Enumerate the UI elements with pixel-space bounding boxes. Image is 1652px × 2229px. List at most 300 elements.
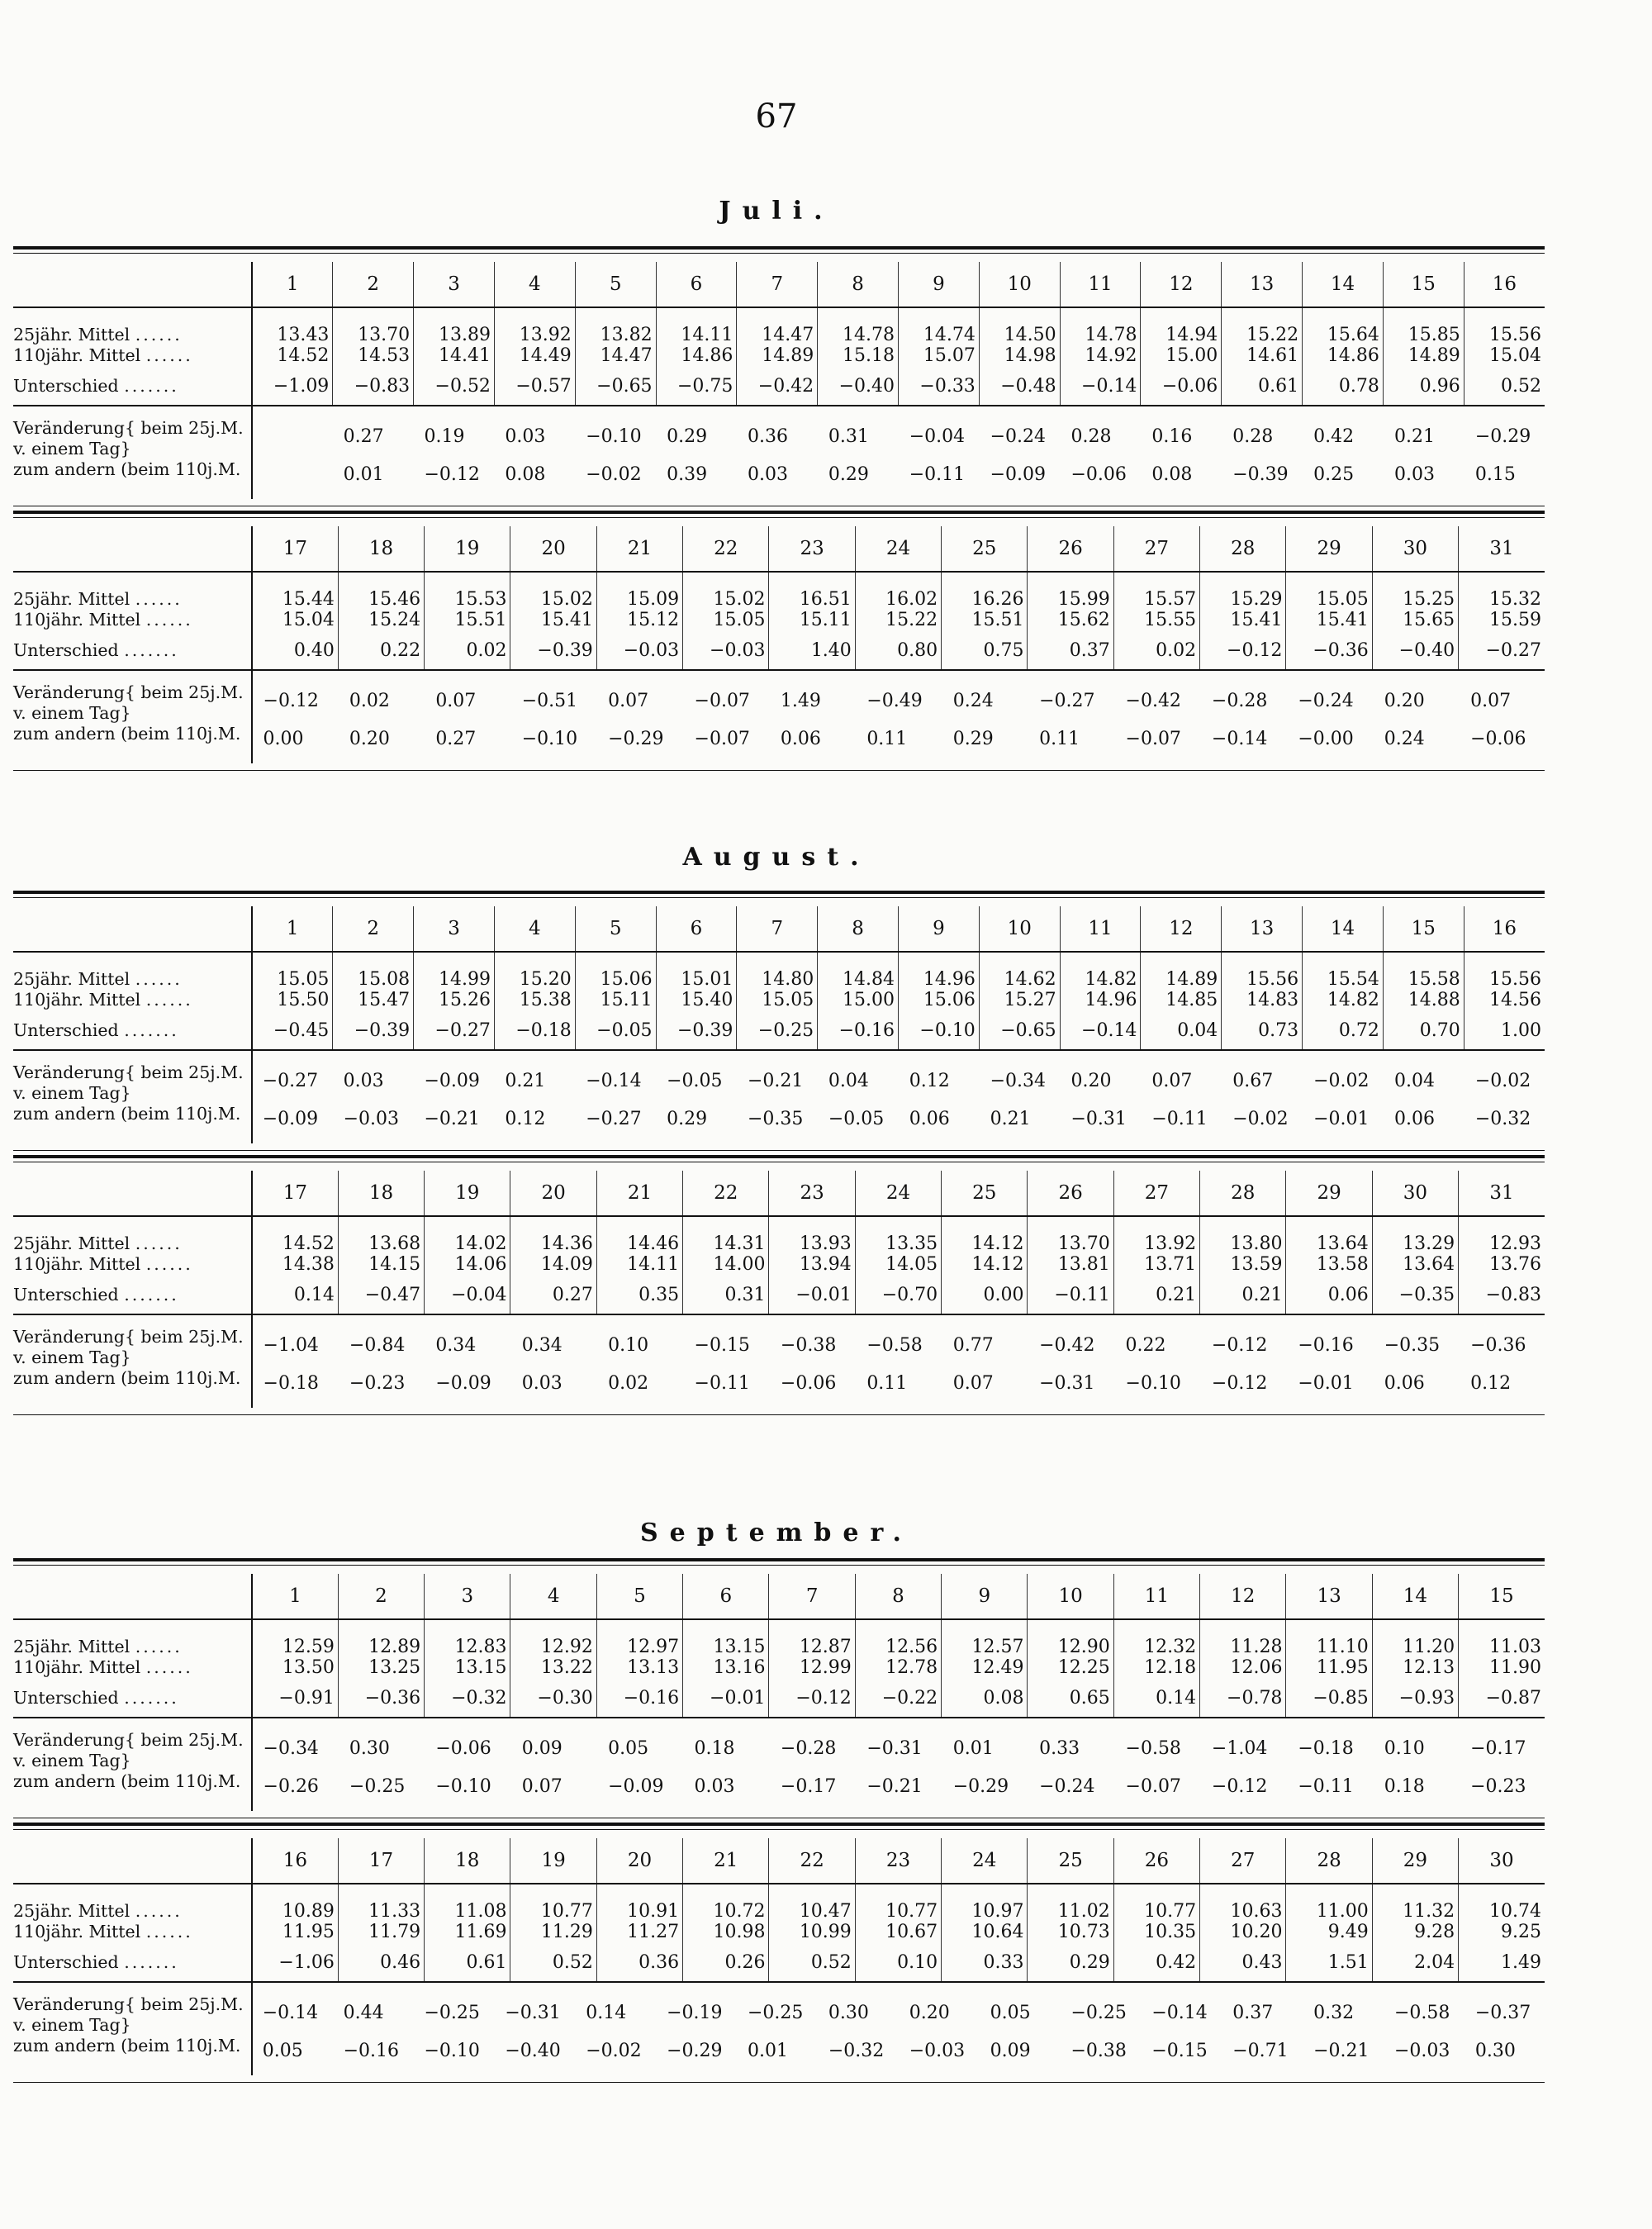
label-change-110: zum andern (beim 110j.M. xyxy=(13,1368,241,1388)
mean-110-value: 11.69 xyxy=(454,1922,507,1942)
day-number: 30 xyxy=(1372,1171,1458,1216)
change-value: −0.15 xyxy=(694,1335,750,1356)
day-number: 27 xyxy=(1113,1171,1199,1216)
mean-25-value: 14.78 xyxy=(1085,325,1137,345)
mean-110-value: 15.26 xyxy=(438,990,491,1010)
mean-25-value: 14.84 xyxy=(843,969,895,990)
mean-25-value: 14.36 xyxy=(540,1233,593,1254)
day-number: 20 xyxy=(510,1171,596,1216)
mean-25-value: 15.64 xyxy=(1327,325,1379,345)
change-value: −0.31 xyxy=(505,2003,561,2023)
mean-25-value: 11.03 xyxy=(1489,1637,1541,1657)
mean-110-value: 13.81 xyxy=(1057,1254,1110,1275)
value-cell xyxy=(1141,307,1222,406)
day-number: 25 xyxy=(1028,1838,1113,1884)
leader-dots: ....... xyxy=(124,1952,179,1972)
difference-value: 0.08 xyxy=(983,1688,1024,1709)
change-value: −0.25 xyxy=(349,1776,406,1797)
change-value: 0.20 xyxy=(1070,1071,1112,1091)
day-number: 26 xyxy=(1028,1171,1113,1216)
change-row xyxy=(13,1314,1545,1408)
difference-value: −0.33 xyxy=(919,376,976,397)
value-cell xyxy=(979,307,1060,406)
value-cell xyxy=(596,1216,682,1314)
day-number: 12 xyxy=(1200,1574,1286,1619)
value-cell xyxy=(942,1884,1028,1982)
difference-value: −1.09 xyxy=(273,376,330,397)
mean-110-value: 15.27 xyxy=(1004,990,1056,1010)
value-cell xyxy=(596,572,682,670)
change-110-row xyxy=(253,1100,1541,1138)
mean-110-value: 15.00 xyxy=(843,990,895,1010)
mean-25-value: 14.46 xyxy=(627,1233,680,1254)
page-number: 67 xyxy=(755,97,798,135)
mean-110-value: 12.49 xyxy=(971,1657,1024,1678)
difference-value: 0.29 xyxy=(1069,1952,1110,1973)
change-value: −0.03 xyxy=(1393,2041,1450,2061)
mean-110-value: 13.64 xyxy=(1403,1254,1455,1275)
change-value: −0.07 xyxy=(1125,729,1181,749)
mean-25-value: 14.74 xyxy=(923,325,976,345)
day-number: 3 xyxy=(425,1574,510,1619)
day-number: 21 xyxy=(596,526,682,572)
mean-110-value: 13.71 xyxy=(1144,1254,1197,1275)
data-table xyxy=(13,262,1545,499)
mean-110-value: 14.89 xyxy=(1408,345,1460,366)
label-change-day: v. einem Tag} xyxy=(13,1751,131,1770)
mean-25-value: 14.78 xyxy=(843,325,895,345)
change-row xyxy=(13,406,1545,499)
change-value: 0.07 xyxy=(1151,1071,1193,1091)
change-value: −0.09 xyxy=(424,1071,480,1091)
value-cell xyxy=(683,1216,769,1314)
change-value: −0.11 xyxy=(1298,1776,1354,1797)
mean-25-value: 11.02 xyxy=(1057,1901,1110,1922)
difference-value: −0.25 xyxy=(757,1020,814,1041)
day-number: 18 xyxy=(425,1838,510,1884)
mean-25-value: 10.77 xyxy=(885,1901,938,1922)
mean-110-value: 13.50 xyxy=(282,1657,335,1678)
mean-110-value: 15.41 xyxy=(540,610,593,630)
day-number: 23 xyxy=(769,1171,855,1216)
day-number: 25 xyxy=(942,526,1028,572)
label-header-cell xyxy=(13,262,252,307)
change-value: −0.84 xyxy=(349,1335,406,1356)
mean-25-value: 16.51 xyxy=(799,589,852,610)
change-value: −0.06 xyxy=(1470,729,1526,749)
mean-25-value: 12.87 xyxy=(799,1637,852,1657)
change-value: 0.29 xyxy=(667,426,708,447)
header-row xyxy=(13,262,1545,307)
day-number: 5 xyxy=(596,1574,682,1619)
difference-value: 0.80 xyxy=(897,640,938,661)
double-rule xyxy=(13,246,1545,254)
change-value: 0.05 xyxy=(990,2003,1031,2023)
change-value: −0.29 xyxy=(1474,426,1531,447)
label-change-25: Veränderung{ beim 25j.M. xyxy=(13,1327,244,1347)
change-value: 0.11 xyxy=(866,729,908,749)
label-mean-25: 25jähr. Mittel ...... xyxy=(13,969,183,989)
mean-110-value: 14.11 xyxy=(627,1254,680,1275)
change-value: −0.71 xyxy=(1232,2041,1289,2061)
label-header-cell xyxy=(13,1171,252,1216)
change-value: 0.01 xyxy=(343,464,384,485)
leader-dots: ...... xyxy=(145,1254,193,1274)
change-value: 0.22 xyxy=(1125,1335,1166,1356)
mean-25-value: 15.46 xyxy=(368,589,421,610)
difference-value: 0.26 xyxy=(724,1952,766,1973)
mean-110-value: 10.35 xyxy=(1144,1922,1197,1942)
change-value: −0.21 xyxy=(747,1071,804,1091)
change-labels xyxy=(13,1314,252,1408)
values-row xyxy=(13,1884,1545,1982)
leader-dots: ....... xyxy=(124,376,179,396)
value-cell xyxy=(252,307,333,406)
day-number: 29 xyxy=(1286,1171,1372,1216)
label-mean-25: 25jähr. Mittel ...... xyxy=(13,589,183,609)
mean-25-value: 14.94 xyxy=(1165,325,1218,345)
mean-25-value: 13.68 xyxy=(368,1233,421,1254)
double-rule xyxy=(13,1823,1545,1830)
difference-value: −0.22 xyxy=(881,1688,938,1709)
label-change-25: Veränderung{ beim 25j.M. xyxy=(13,682,244,702)
day-number: 22 xyxy=(769,1838,855,1884)
day-number: 15 xyxy=(1383,262,1464,307)
value-cell xyxy=(1028,572,1113,670)
leader-dots: ...... xyxy=(145,1657,193,1677)
change-value: 0.29 xyxy=(667,1109,708,1129)
change-value: −0.27 xyxy=(586,1109,642,1129)
mean-110-value: 15.41 xyxy=(1230,610,1283,630)
difference-value: 0.42 xyxy=(1156,1952,1197,1973)
mean-110-value: 14.61 xyxy=(1246,345,1299,366)
mean-110-value: 12.13 xyxy=(1403,1657,1455,1678)
change-value: 0.00 xyxy=(263,729,304,749)
day-number: 6 xyxy=(656,262,737,307)
value-cell xyxy=(1286,1884,1372,1982)
change-values xyxy=(252,1314,1545,1408)
change-value: 0.07 xyxy=(952,1373,994,1394)
value-cell xyxy=(1303,307,1384,406)
change-value: −0.31 xyxy=(866,1738,923,1759)
day-number: 30 xyxy=(1459,1838,1545,1884)
values-row xyxy=(13,952,1545,1050)
value-cell xyxy=(769,1884,855,1982)
mean-25-value: 16.26 xyxy=(971,589,1024,610)
value-cell xyxy=(1200,572,1286,670)
value-cell xyxy=(1372,572,1458,670)
label-mean-25: 25jähr. Mittel ...... xyxy=(13,1637,183,1656)
difference-value: −0.30 xyxy=(537,1688,593,1709)
change-value: −0.34 xyxy=(990,1071,1047,1091)
mean-110-value: 13.94 xyxy=(799,1254,852,1275)
change-value: −0.02 xyxy=(1313,1071,1370,1091)
value-cell xyxy=(596,1619,682,1718)
value-cell xyxy=(596,1884,682,1982)
mean-25-value: 11.20 xyxy=(1403,1637,1455,1657)
change-value: −0.09 xyxy=(435,1373,491,1394)
difference-value: 1.00 xyxy=(1501,1020,1541,1041)
difference-value: −0.35 xyxy=(1398,1285,1455,1305)
value-cell xyxy=(769,1216,855,1314)
day-number: 18 xyxy=(338,526,424,572)
mean-25-value: 11.08 xyxy=(454,1901,507,1922)
difference-value: −0.39 xyxy=(354,1020,411,1041)
mean-25-value: 15.02 xyxy=(540,589,593,610)
change-value: −0.38 xyxy=(1070,2041,1127,2061)
mean-25-value: 13.29 xyxy=(1403,1233,1455,1254)
values-row xyxy=(13,1216,1545,1314)
leader-dots: ....... xyxy=(124,1285,179,1305)
difference-value: 1.40 xyxy=(810,640,852,661)
value-cell xyxy=(252,1884,338,1982)
change-110-row xyxy=(253,720,1541,758)
value-cell xyxy=(1303,952,1384,1050)
double-rule xyxy=(13,1558,1545,1566)
day-number: 13 xyxy=(1286,1574,1372,1619)
day-number: 5 xyxy=(575,262,656,307)
label-change-day: v. einem Tag} xyxy=(13,2015,131,2035)
mean-25-value: 15.29 xyxy=(1230,589,1283,610)
difference-value: −0.65 xyxy=(1000,1020,1056,1041)
change-value: −0.01 xyxy=(1313,1109,1370,1129)
mean-110-value: 11.79 xyxy=(368,1922,421,1942)
day-number: 4 xyxy=(494,262,575,307)
change-value: −0.11 xyxy=(1151,1109,1208,1129)
mean-25-value: 13.92 xyxy=(1144,1233,1197,1254)
day-number: 10 xyxy=(1028,1574,1113,1619)
value-cell xyxy=(1383,952,1464,1050)
label-header-cell xyxy=(13,1838,252,1884)
day-number: 29 xyxy=(1286,526,1372,572)
change-110-row xyxy=(253,2032,1541,2070)
day-number: 2 xyxy=(333,262,414,307)
change-value: −0.31 xyxy=(1070,1109,1127,1129)
mean-25-value: 15.08 xyxy=(358,969,411,990)
change-value: −0.07 xyxy=(1125,1776,1181,1797)
change-value: −0.32 xyxy=(1474,1109,1531,1129)
mean-110-value: 14.00 xyxy=(713,1254,766,1275)
difference-value: 0.61 xyxy=(1258,376,1299,397)
values-row xyxy=(13,1619,1545,1718)
mean-25-value: 15.56 xyxy=(1246,969,1299,990)
mean-25-value: 11.28 xyxy=(1230,1637,1283,1657)
change-value: 0.02 xyxy=(349,691,390,711)
data-table xyxy=(13,1171,1545,1408)
difference-value: −0.14 xyxy=(1081,376,1137,397)
row-labels xyxy=(13,1619,252,1718)
value-cell xyxy=(656,952,737,1050)
day-number: 26 xyxy=(1113,1838,1199,1884)
difference-value: 0.35 xyxy=(638,1285,680,1305)
change-value: −0.01 xyxy=(1298,1373,1354,1394)
change-value: 0.14 xyxy=(586,2003,627,2023)
difference-value: 0.52 xyxy=(810,1952,852,1973)
change-value: 0.67 xyxy=(1232,1071,1274,1091)
value-cell xyxy=(338,1216,424,1314)
day-number: 30 xyxy=(1372,526,1458,572)
value-cell xyxy=(575,952,656,1050)
mean-110-value: 14.85 xyxy=(1165,990,1218,1010)
change-value: −0.23 xyxy=(1470,1776,1526,1797)
change-value: −0.03 xyxy=(343,1109,400,1129)
mean-25-value: 14.02 xyxy=(454,1233,507,1254)
change-values xyxy=(252,1982,1545,2075)
mean-110-value: 15.06 xyxy=(923,990,976,1010)
mean-25-value: 12.57 xyxy=(971,1637,1024,1657)
mean-110-value: 13.25 xyxy=(368,1657,421,1678)
difference-value: 0.61 xyxy=(466,1952,507,1973)
mean-110-value: 13.15 xyxy=(454,1657,507,1678)
difference-value: 0.02 xyxy=(1156,640,1197,661)
mean-110-value: 12.18 xyxy=(1144,1657,1197,1678)
row-labels xyxy=(13,1884,252,1982)
day-number: 5 xyxy=(575,906,656,952)
mean-110-value: 12.25 xyxy=(1057,1657,1110,1678)
label-header-cell xyxy=(13,906,252,952)
label-header-cell xyxy=(13,526,252,572)
leader-dots: ...... xyxy=(145,990,193,1010)
difference-value: −0.93 xyxy=(1398,1688,1455,1709)
day-number: 16 xyxy=(1464,262,1545,307)
change-value: −0.02 xyxy=(586,464,642,485)
value-cell xyxy=(575,307,656,406)
mean-110-value: 14.38 xyxy=(282,1254,335,1275)
value-cell xyxy=(1459,1619,1545,1718)
difference-value: −0.12 xyxy=(1227,640,1283,661)
mean-25-value: 15.56 xyxy=(1489,325,1541,345)
header-row xyxy=(13,526,1545,572)
difference-value: 1.51 xyxy=(1327,1952,1369,1973)
difference-value: −0.40 xyxy=(1398,640,1455,661)
difference-value: −0.03 xyxy=(623,640,680,661)
day-number: 24 xyxy=(855,1171,941,1216)
mean-110-value: 11.29 xyxy=(540,1922,593,1942)
value-cell xyxy=(414,307,495,406)
header-row xyxy=(13,906,1545,952)
change-value: −0.10 xyxy=(424,2041,480,2061)
change-value: 0.21 xyxy=(505,1071,546,1091)
mean-25-value: 10.77 xyxy=(540,1901,593,1922)
table-block xyxy=(13,891,1545,1151)
mean-110-value: 14.53 xyxy=(358,345,411,366)
change-row xyxy=(13,1982,1545,2075)
change-value: −0.23 xyxy=(349,1373,406,1394)
mean-25-value: 14.99 xyxy=(438,969,491,990)
mean-110-value: 14.09 xyxy=(540,1254,593,1275)
mean-25-value: 14.89 xyxy=(1165,969,1218,990)
difference-value: −0.57 xyxy=(515,376,572,397)
value-cell xyxy=(1464,307,1545,406)
table-block xyxy=(13,246,1545,506)
value-cell xyxy=(1200,1884,1286,1982)
value-cell xyxy=(1372,1884,1458,1982)
mean-110-value: 14.89 xyxy=(762,345,814,366)
change-value: 0.10 xyxy=(1384,1738,1425,1759)
values-row xyxy=(13,572,1545,670)
value-cell xyxy=(510,1619,596,1718)
mean-110-value: 15.65 xyxy=(1403,610,1455,630)
mean-110-value: 10.98 xyxy=(713,1922,766,1942)
day-number: 4 xyxy=(510,1574,596,1619)
mean-25-value: 15.58 xyxy=(1408,969,1460,990)
value-cell xyxy=(1113,572,1199,670)
change-value: 0.07 xyxy=(1470,691,1512,711)
value-cell xyxy=(333,952,414,1050)
mean-25-value: 14.52 xyxy=(282,1233,335,1254)
change-value: 0.04 xyxy=(1393,1071,1435,1091)
leader-dots: ...... xyxy=(135,969,183,989)
bottom-rule xyxy=(13,1414,1545,1415)
mean-25-value: 15.06 xyxy=(600,969,653,990)
change-value: 0.06 xyxy=(1393,1109,1435,1129)
day-number: 10 xyxy=(979,906,1060,952)
change-value: −0.21 xyxy=(866,1776,923,1797)
difference-value: 0.33 xyxy=(983,1952,1024,1973)
change-value: −0.11 xyxy=(694,1373,750,1394)
change-value: −0.03 xyxy=(909,2041,966,2061)
day-number: 6 xyxy=(656,906,737,952)
change-labels xyxy=(13,670,252,763)
mean-110-value: 11.95 xyxy=(282,1922,335,1942)
difference-value: 0.04 xyxy=(1177,1020,1218,1041)
day-number: 19 xyxy=(425,1171,510,1216)
mean-110-value: 14.92 xyxy=(1085,345,1137,366)
mean-110-value: 12.06 xyxy=(1230,1657,1283,1678)
difference-value: 0.46 xyxy=(380,1952,421,1973)
table-block xyxy=(13,1558,1545,1818)
value-cell xyxy=(1459,1216,1545,1314)
day-number: 20 xyxy=(510,526,596,572)
value-cell xyxy=(1383,307,1464,406)
change-value: 0.21 xyxy=(990,1109,1031,1129)
difference-value: 0.14 xyxy=(293,1285,335,1305)
day-number: 21 xyxy=(596,1171,682,1216)
value-cell xyxy=(1464,952,1545,1050)
mean-110-value: 14.56 xyxy=(1489,990,1541,1010)
change-value: −0.28 xyxy=(1211,691,1268,711)
change-value: 0.07 xyxy=(608,691,649,711)
mean-25-value: 14.31 xyxy=(713,1233,766,1254)
day-number: 16 xyxy=(252,1838,338,1884)
day-number: 29 xyxy=(1372,1838,1458,1884)
mean-25-value: 14.12 xyxy=(971,1233,1024,1254)
label-mean-110: 110jähr. Mittel ...... xyxy=(13,1922,193,1941)
mean-110-value: 14.86 xyxy=(681,345,733,366)
mean-25-value: 13.70 xyxy=(358,325,411,345)
change-value: −0.58 xyxy=(866,1335,923,1356)
label-mean-25: 25jähr. Mittel ...... xyxy=(13,1233,183,1253)
change-value: −0.05 xyxy=(667,1071,723,1091)
leader-dots: ...... xyxy=(135,1233,183,1253)
day-number: 8 xyxy=(818,906,899,952)
change-labels xyxy=(13,1718,252,1811)
value-cell xyxy=(425,1884,510,1982)
difference-value: 0.96 xyxy=(1419,376,1460,397)
change-value: 0.03 xyxy=(694,1776,735,1797)
mean-25-value: 15.85 xyxy=(1408,325,1460,345)
label-mean-110: 110jähr. Mittel ...... xyxy=(13,610,193,630)
change-value: 0.27 xyxy=(343,426,384,447)
value-cell xyxy=(1028,1619,1113,1718)
row-labels xyxy=(13,572,252,670)
difference-value: −0.27 xyxy=(1485,640,1541,661)
change-value: −1.04 xyxy=(1211,1738,1268,1759)
change-value: 0.42 xyxy=(1313,426,1355,447)
leader-dots: ...... xyxy=(145,345,193,365)
change-value: 0.44 xyxy=(343,2003,384,2023)
change-value: −0.26 xyxy=(263,1776,319,1797)
